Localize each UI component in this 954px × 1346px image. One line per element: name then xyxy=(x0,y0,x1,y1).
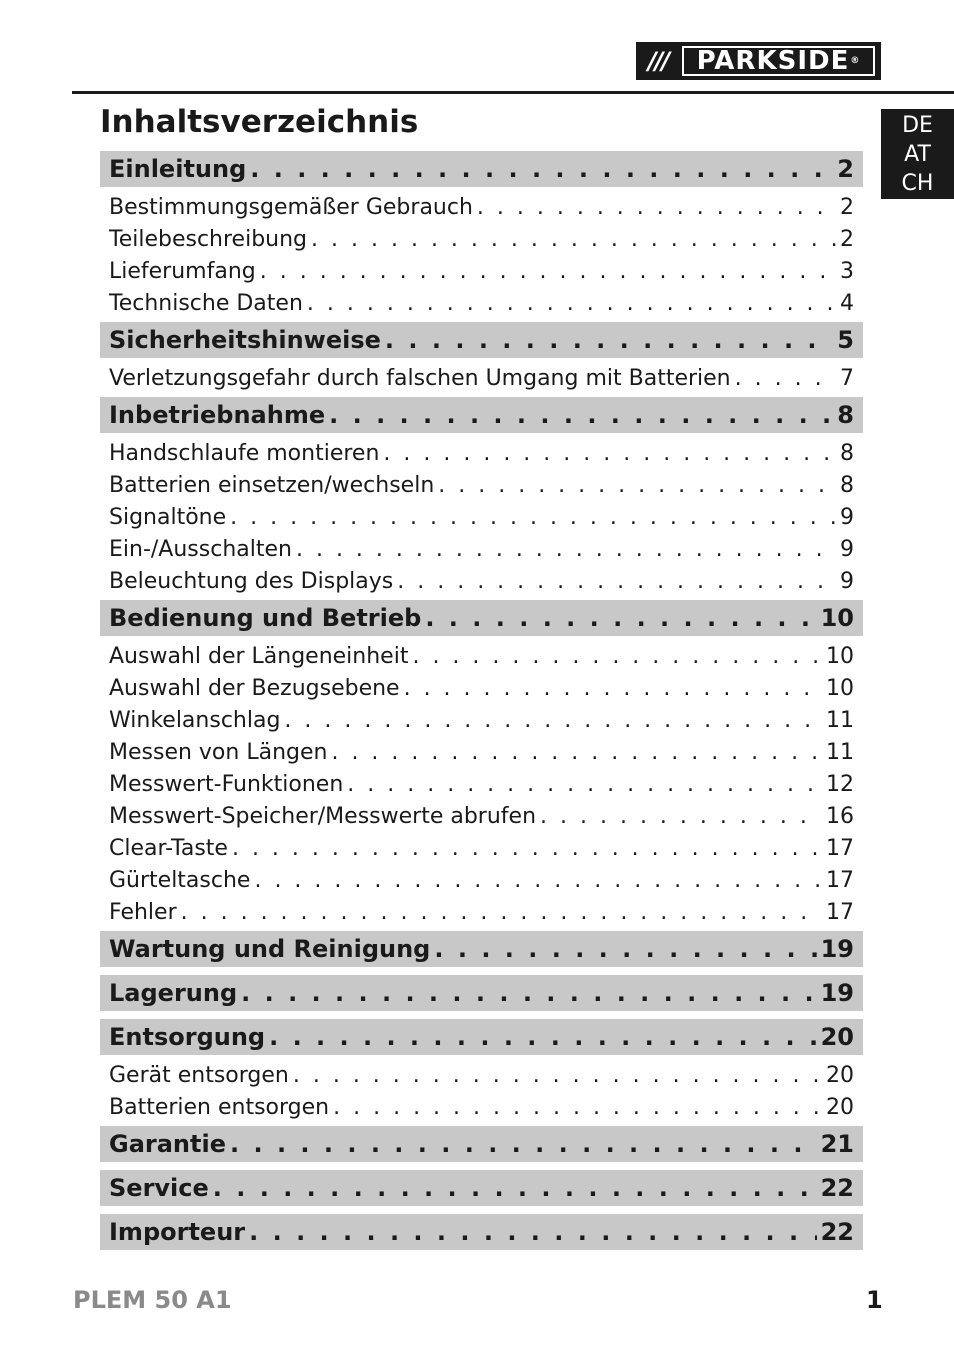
language-tab xyxy=(881,109,954,199)
toc-entry xyxy=(100,533,863,565)
toc-spacer xyxy=(100,1254,863,1258)
toc-leader-dots xyxy=(250,155,833,183)
toc-entry xyxy=(100,800,863,832)
toc-section-page: 22 xyxy=(820,1174,854,1202)
toc-entry-page: 10 xyxy=(826,675,854,701)
toc-leader-dots xyxy=(232,836,822,861)
toc-entry-page: 2 xyxy=(840,194,854,220)
toc-entry-page: 17 xyxy=(826,899,854,925)
toc-leader-dots xyxy=(296,537,836,562)
toc-entry-title: Winkelanschlag xyxy=(109,707,281,733)
toc-entry-title: Teilebeschreibung xyxy=(109,226,308,252)
toc-entry-title: Batterien entsorgen xyxy=(109,1094,330,1120)
toc-entry xyxy=(100,223,863,255)
toc-entry-title: Ein-/Ausschalten xyxy=(109,536,292,562)
toc-leader-dots xyxy=(404,676,822,701)
toc-leader-dots xyxy=(293,1063,822,1088)
lang-ch: CH xyxy=(901,170,934,196)
toc-section xyxy=(100,397,863,433)
toc-entry xyxy=(100,501,863,533)
toc-leader-dots xyxy=(434,935,816,963)
toc-section-page: 10 xyxy=(820,604,854,632)
toc-section-title: Sicherheitshinweise xyxy=(109,326,381,354)
toc-section-title: Importeur xyxy=(109,1218,246,1246)
toc-entry-title: Signaltöne xyxy=(109,504,227,530)
toc-leader-dots xyxy=(333,1095,822,1120)
toc-leader-dots xyxy=(284,708,822,733)
table-of-contents xyxy=(100,151,863,1258)
toc-leader-dots xyxy=(329,401,833,429)
toc-section xyxy=(100,1126,863,1162)
logo-name: PARKSIDE xyxy=(696,46,850,76)
toc-entry-title: Auswahl der Längeneinheit xyxy=(109,643,409,669)
toc-section-page: 2 xyxy=(837,155,854,183)
toc-leader-dots xyxy=(438,473,836,498)
toc-entry-title: Clear-Taste xyxy=(109,835,228,861)
registered-mark: ® xyxy=(850,56,861,66)
toc-entry xyxy=(100,565,863,597)
toc-section xyxy=(100,1214,863,1250)
toc-entry-page: 12 xyxy=(826,771,854,797)
toc-leader-dots xyxy=(397,569,836,594)
toc-entry xyxy=(100,864,863,896)
footer-page-number: 1 xyxy=(866,1286,883,1314)
toc-section xyxy=(100,975,863,1011)
toc-entry-page: 20 xyxy=(826,1094,854,1120)
toc-entry-page: 2 xyxy=(840,226,854,252)
toc-entry xyxy=(100,362,863,394)
toc-entry xyxy=(100,469,863,501)
parkside-logo xyxy=(636,42,881,80)
lang-at: AT xyxy=(904,141,931,167)
toc-section-title: Lagerung xyxy=(109,979,238,1007)
toc-section-page: 5 xyxy=(837,326,854,354)
toc-leader-dots xyxy=(213,1174,817,1202)
toc-entry xyxy=(100,1091,863,1123)
toc-entry-page: 17 xyxy=(826,835,854,861)
toc-entry-page: 8 xyxy=(840,472,854,498)
toc-section xyxy=(100,1170,863,1206)
toc-leader-dots xyxy=(260,259,836,284)
toc-leader-dots xyxy=(347,772,822,797)
toc-section-page: 22 xyxy=(820,1218,854,1246)
toc-entry-page: 7 xyxy=(840,365,854,391)
header-rule xyxy=(72,91,954,94)
toc-entry-title: Verletzungsgefahr durch falschen Umgang mit Batterien xyxy=(109,365,731,391)
toc-section-page: 19 xyxy=(820,935,854,963)
toc-leader-dots xyxy=(412,644,822,669)
toc-entry xyxy=(100,1059,863,1091)
toc-entry xyxy=(100,672,863,704)
toc-leader-dots xyxy=(477,195,836,220)
toc-leader-dots xyxy=(241,979,816,1007)
toc-entry xyxy=(100,255,863,287)
logo-slashes: /// xyxy=(647,47,669,75)
toc-entry xyxy=(100,768,863,800)
toc-entry-page: 17 xyxy=(826,867,854,893)
toc-leader-dots xyxy=(181,900,822,925)
toc-leader-dots xyxy=(249,1218,816,1246)
toc-entry-title: Fehler xyxy=(109,899,177,925)
toc-section xyxy=(100,931,863,967)
toc-leader-dots xyxy=(230,505,836,530)
toc-leader-dots xyxy=(230,1130,817,1158)
toc-entry-title: Batterien einsetzen/wechseln xyxy=(109,472,435,498)
toc-entry xyxy=(100,437,863,469)
toc-entry-title: Lieferumfang xyxy=(109,258,256,284)
toc-entry xyxy=(100,191,863,223)
toc-leader-dots xyxy=(269,1023,817,1051)
toc-section-title: Bedienung und Betrieb xyxy=(109,604,422,632)
toc-entry-page: 3 xyxy=(840,258,854,284)
toc-entry xyxy=(100,640,863,672)
toc-section-title: Service xyxy=(109,1174,209,1202)
toc-entry-page: 16 xyxy=(826,803,854,829)
toc-entry-title: Bestimmungsgemäßer Gebrauch xyxy=(109,194,473,220)
toc-section-page: 8 xyxy=(837,401,854,429)
toc-entry xyxy=(100,287,863,319)
toc-entry-title: Technische Daten xyxy=(109,290,303,316)
toc-entry-page: 10 xyxy=(826,643,854,669)
toc-entry-page: 11 xyxy=(826,739,854,765)
toc-leader-dots xyxy=(540,804,822,829)
footer-model: PLEM 50 A1 xyxy=(73,1286,232,1314)
toc-entry xyxy=(100,896,863,928)
toc-section-title: Inbetriebnahme xyxy=(109,401,326,429)
toc-entry-title: Auswahl der Bezugsebene xyxy=(109,675,400,701)
toc-entry-page: 11 xyxy=(826,707,854,733)
toc-entry-page: 9 xyxy=(840,536,854,562)
toc-entry-page: 4 xyxy=(840,290,854,316)
logo-wordmark xyxy=(682,46,875,76)
toc-leader-dots xyxy=(385,326,833,354)
toc-entry-page: 9 xyxy=(840,504,854,530)
toc-entry-page: 20 xyxy=(826,1062,854,1088)
toc-section xyxy=(100,322,863,358)
toc-section-title: Einleitung xyxy=(109,155,247,183)
toc-section xyxy=(100,1019,863,1055)
toc-entry-title: Beleuchtung des Displays xyxy=(109,568,394,594)
toc-section xyxy=(100,151,863,187)
toc-leader-dots xyxy=(254,868,822,893)
toc-entry-title: Handschlaufe montieren xyxy=(109,440,380,466)
toc-leader-dots xyxy=(307,291,836,316)
toc-section-title: Wartung und Reinigung xyxy=(109,935,431,963)
toc-entry-title: Gürteltasche xyxy=(109,867,251,893)
toc-entry-title: Messwert-Funktionen xyxy=(109,771,344,797)
toc-leader-dots xyxy=(735,366,836,391)
toc-entry xyxy=(100,736,863,768)
toc-entry-title: Messwert-Speicher/Messwerte abrufen xyxy=(109,803,537,829)
toc-section xyxy=(100,600,863,636)
toc-section-title: Garantie xyxy=(109,1130,226,1158)
toc-section-title: Entsorgung xyxy=(109,1023,266,1051)
page-title: Inhaltsverzeichnis xyxy=(100,104,419,140)
lang-de: DE xyxy=(902,112,933,138)
toc-entry-title: Gerät entsorgen xyxy=(109,1062,289,1088)
toc-section-page: 21 xyxy=(820,1130,854,1158)
toc-leader-dots xyxy=(425,604,816,632)
toc-leader-dots xyxy=(331,740,822,765)
toc-entry-page: 9 xyxy=(840,568,854,594)
toc-leader-dots xyxy=(383,441,836,466)
toc-leader-dots xyxy=(311,227,836,252)
toc-entry-page: 8 xyxy=(840,440,854,466)
toc-entry-title: Messen von Längen xyxy=(109,739,328,765)
toc-entry xyxy=(100,832,863,864)
toc-section-page: 20 xyxy=(820,1023,854,1051)
toc-section-page: 19 xyxy=(820,979,854,1007)
toc-entry xyxy=(100,704,863,736)
